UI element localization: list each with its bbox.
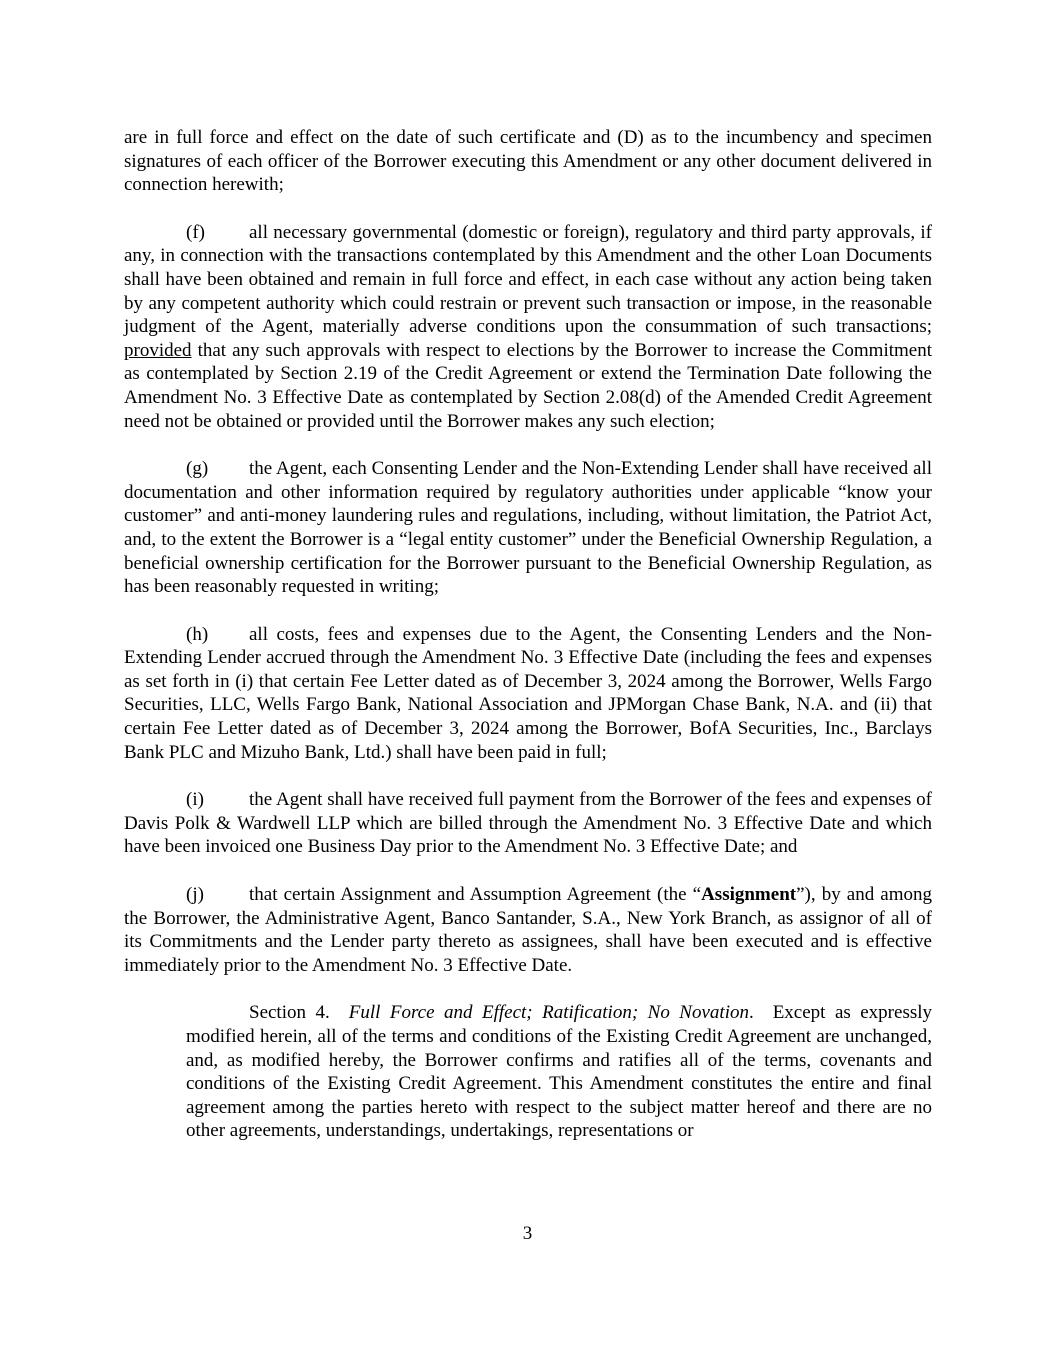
- section-4-paragraph: [186, 1001, 932, 1143]
- item-f-paragraph: [124, 221, 932, 433]
- item-f-text-after: that any such approvals with respect to elections by the Borrower to increase the Commitment as contemplated by Section 2.19 of the Credit Agreement or extend the Termination Date following the Amendment No. 3 Effective Date as contemplated by Section 2.08(d) of the Amended Credit Agreement need not be obtained or provided until the Borrower makes any such election;: [124, 339, 932, 432]
- section-4-title: Full Force and Effect; Ratification; No Novation: [348, 1002, 749, 1024]
- item-f-text-before: all necessary governmental (domestic or foreign), regulatory and third party approvals, if any, in connection with the transactions contemplated by this Amendment and the other Loan Documents shall have been obtained and remain in full force and effect, in each case without any action being taken by any competent authority which could restrain or prevent such transaction or impose, in the reasonable judgment of the Agent, materially adverse conditions upon the consummation of such transactions;: [124, 221, 932, 338]
- item-g-paragraph: [124, 457, 932, 599]
- item-g-label: (g): [186, 458, 209, 480]
- section-4-number: Section 4.: [249, 1002, 330, 1024]
- page-number: 3: [522, 1223, 533, 1244]
- section-4-text: Except as expressly modified herein, all of the terms and conditions of the Existing Credit Agreement are unchanged, and, as modified hereby, the Borrower confirms and ratifies all of the terms, covenants and conditions of the Existing Credit Agreement. This Amendment constitutes the entire and final agreement among the parties hereto with respect to the subject matter hereof and there are no other agreements, understandings, undertakings, representations or: [186, 1002, 933, 1142]
- item-i-text: the Agent shall have received full payment from the Borrower of the fees and expenses of Davis Polk & Wardwell LLP which are billed through the Amendment No. 3 Effective Date and which have been invoiced one Business Day prior to the Amendment No. 3 Effective Date; and: [124, 789, 932, 858]
- section-4-title-end: .: [748, 1002, 754, 1024]
- continuation-text: are in full force and effect on the date of such certificate and (D) as to the incumbency and specimen signatures of each officer of the Borrower executing this Amendment or any other document delivered in connection herewith;: [124, 127, 932, 196]
- item-j-assignment-term: Assignment: [701, 884, 797, 906]
- item-i-label: (i): [186, 789, 204, 811]
- item-j-label: (j): [186, 884, 204, 906]
- item-f-provided: provided: [124, 339, 192, 361]
- item-j-text-after: ”), by and among the Borrower, the Administrative Agent, Banco Santander, S.A., New York Branch, as assignor of all of its Commitments and the Lender party thereto as assignees, shall have been executed and is effective immediately prior to the Amendment No. 3 Effective Date.: [124, 884, 933, 976]
- item-h-paragraph: [124, 623, 932, 765]
- document-page: [124, 126, 932, 1143]
- item-j-paragraph: [124, 883, 932, 977]
- item-h-label: (h): [186, 623, 209, 645]
- item-g-text: the Agent, each Consenting Lender and the Non-Extending Lender shall have received all documentation and other information required by regulatory authorities under applicable “know your customer” and anti-money laundering rules and regulations, including, without limitation, the Patriot Act, and, to the extent the Borrower is a “legal entity customer” under the Beneficial Ownership Regulation, a beneficial ownership certification for the Borrower pursuant to the Beneficial Ownership Regulation, as has been reasonably requested in writing;: [124, 458, 932, 598]
- item-i-paragraph: [124, 788, 932, 859]
- item-f-label: (f): [186, 221, 205, 243]
- item-h-text: all costs, fees and expenses due to the Agent, the Consenting Lenders and the Non-Extending Lender accrued through the Amendment No. 3 Effective Date (including the fees and expenses as set forth in (i) that certain Fee Letter dated as of December 3, 2024 among the Borrower, Wells Fargo Securities, LLC, Wells Fargo Bank, National Association and JPMorgan Chase Bank, N.A. and (ii) that certain Fee Letter dated as of December 3, 2024 among the Borrower, BofA Securities, Inc., Barclays Bank PLC and Mizuho Bank, Ltd.) shall have been paid in full;: [124, 623, 932, 763]
- continuation-paragraph: [124, 126, 932, 197]
- item-j-text-before: that certain Assignment and Assumption Agreement (the “: [249, 884, 702, 906]
